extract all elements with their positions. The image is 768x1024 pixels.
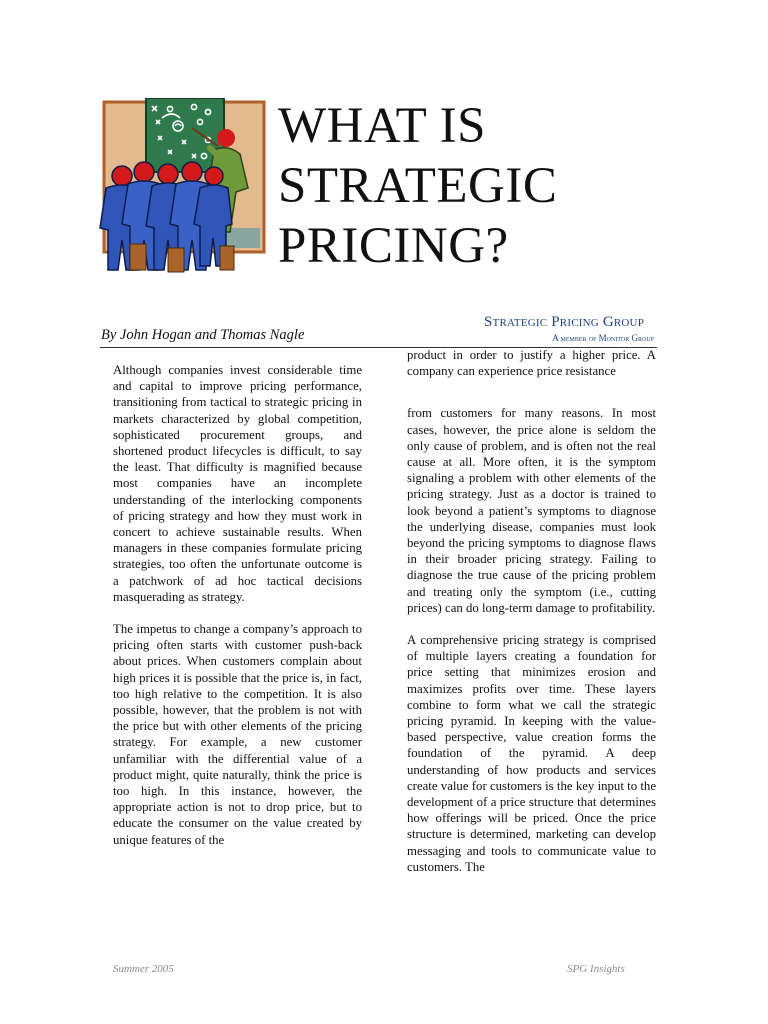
left-column [113,362,362,864]
right-column [407,347,656,891]
strategy-meeting-clipart [96,98,268,278]
company-logo-tagline: A member of Monitor Group [552,333,654,343]
paragraph: Although companies invest considerable time and capital to improve pricing performance, transitioning from tactical to strategic pricing in markets characterized by global competition, sophisticated procurement groups, and shortened product lifecycles is difficult, to say the least. That difficulty is magnified because most companies have an incomplete understanding of the interlocking components of pricing strategy and how they must work in concert to achieve sustainable results. When managers in these companies formulate pricing strategies, too often the unfortunate outcome is a patchwork of ad hoc tactical decisions masquerading as strategy. [113,363,362,604]
article-title: WHAT IS STRATEGIC PRICING? [278,98,558,274]
audience-figures [100,162,232,270]
briefcase [220,246,234,270]
footer-date: Summer 2005 [113,963,174,975]
footer-publication: SPG Insights [567,963,625,975]
briefcase [168,248,184,272]
paragraph: product in order to justify a higher price. A company can experience price resistance [407,348,656,379]
briefcase [130,244,146,270]
paragraph: from customers for many reasons. In most cases, however, the price alone is seldom the only cause of problem, and is often not the real cause at all. More often, it is the symptom signaling a problem with other elements of the pricing strategy. Just as a doctor is trained to look beyond a patient’s symptoms to diagnose the underlying disease, companies must look beyond the pricing symptoms to diagnose flaws in their broader pricing strategy. Failing to diagnose the true cause of the pricing problem and treating only the symptom (i.e., cutting prices) can do long-term damage to profitability. [407,406,656,615]
paragraph: The impetus to change a company’s approach to pricing often starts with customer push-back about prices. When customers complain about high prices it is possible that the price is, in fact, too high relative to the competition. It is also possible, however, that the problem is not with the price but with other elements of the pricing strategy. For example, a new customer unfamiliar with the differential value of a product might, quite naturally, think the price is too high. In this instance, however, the appropriate action is not to drop price, but to educate the consumer on the value created by unique features of the [113,622,362,847]
paragraph: A comprehensive pricing strategy is comprised of multiple layers creating a foundation for price setting that minimizes erosion and maximizes profits over time. These layers combine to form what we call the strategic pricing pyramid. In keeping with the value-based perspective, value creation forms the foundation of the pyramid. A deep understanding of how products and services create value for customers is the key input to the development of a price structure that determines how offerings will be priced. Once the price structure is determined, marketing can develop messaging and tools to communicate value to customers. The [407,633,656,874]
byline: By John Hogan and Thomas Nagle [101,327,305,343]
company-logo-name: Strategic Pricing Group [484,314,645,330]
presenter-head [217,129,235,147]
